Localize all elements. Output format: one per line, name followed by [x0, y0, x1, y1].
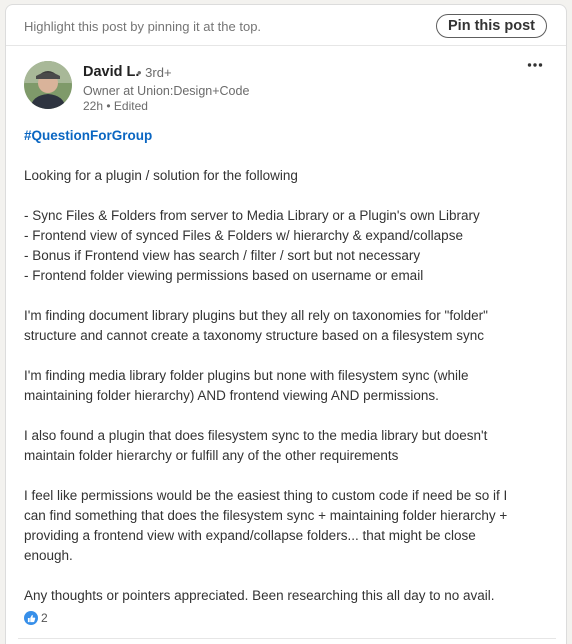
- post-line: Looking for a plugin / solution for the following: [24, 168, 298, 183]
- reaction-count: 2: [41, 611, 48, 625]
- pin-post-button[interactable]: Pin this post: [436, 14, 547, 38]
- post-line: I'm finding media library folder plugins but none with filesystem sync (while: [24, 368, 469, 383]
- author-headline: Owner at Union:Design+Code: [83, 84, 250, 98]
- post-line: I also found a plugin that does filesystem sync to the media library but doesn't: [24, 428, 488, 443]
- pin-bar: [6, 5, 566, 46]
- post-line: providing a frontend view with expand/collapse folders... that might be close: [24, 528, 476, 543]
- ellipsis-icon: [527, 62, 543, 68]
- post-line: I feel like permissions would be the easiest thing to custom code if need be so if I: [24, 488, 508, 503]
- post-line: - Sync Files & Folders from server to Media Library or a Plugin's own Library: [24, 208, 480, 223]
- avatar[interactable]: [24, 61, 72, 109]
- post-line: I'm finding document library plugins but they all rely on taxonomies for "folder": [24, 308, 488, 323]
- post-body: [24, 126, 544, 606]
- avatar-image: [24, 61, 72, 109]
- hashtag-link[interactable]: #QuestionForGroup: [24, 128, 153, 143]
- post-card: [5, 4, 567, 644]
- timestamp-text: 22h • Edited: [83, 99, 148, 113]
- divider: [18, 638, 556, 639]
- post-timestamp: [83, 99, 148, 113]
- post-line: maintain folder hierarchy or fulfill any of the other requirements: [24, 448, 399, 463]
- post-line: structure and cannot create a taxonomy structure based on a filesystem sync: [24, 328, 484, 343]
- connection-degree: • 3rd+: [137, 65, 172, 80]
- author-name[interactable]: David L.: [83, 64, 140, 80]
- post-line: can find something that does the filesystem sync + maintaining folder hierarchy +: [24, 508, 508, 523]
- post-line: - Bonus if Frontend view has search / filter / sort but not necessary: [24, 248, 421, 263]
- more-options-button[interactable]: [525, 59, 545, 75]
- reactions-summary[interactable]: [24, 611, 48, 625]
- post-line: Any thoughts or pointers appreciated. Been researching this all day to no avail.: [24, 588, 495, 603]
- like-icon: [24, 611, 38, 625]
- post-line: maintaining folder hierarchy) AND frontend viewing AND permissions.: [24, 388, 439, 403]
- post-line: enough.: [24, 548, 73, 563]
- post-line: - Frontend view of synced Files & Folders w/ hierarchy & expand/collapse: [24, 228, 463, 243]
- pin-hint: Highlight this post by pinning it at the top.: [24, 19, 262, 34]
- post-line: - Frontend folder viewing permissions based on username or email: [24, 268, 424, 283]
